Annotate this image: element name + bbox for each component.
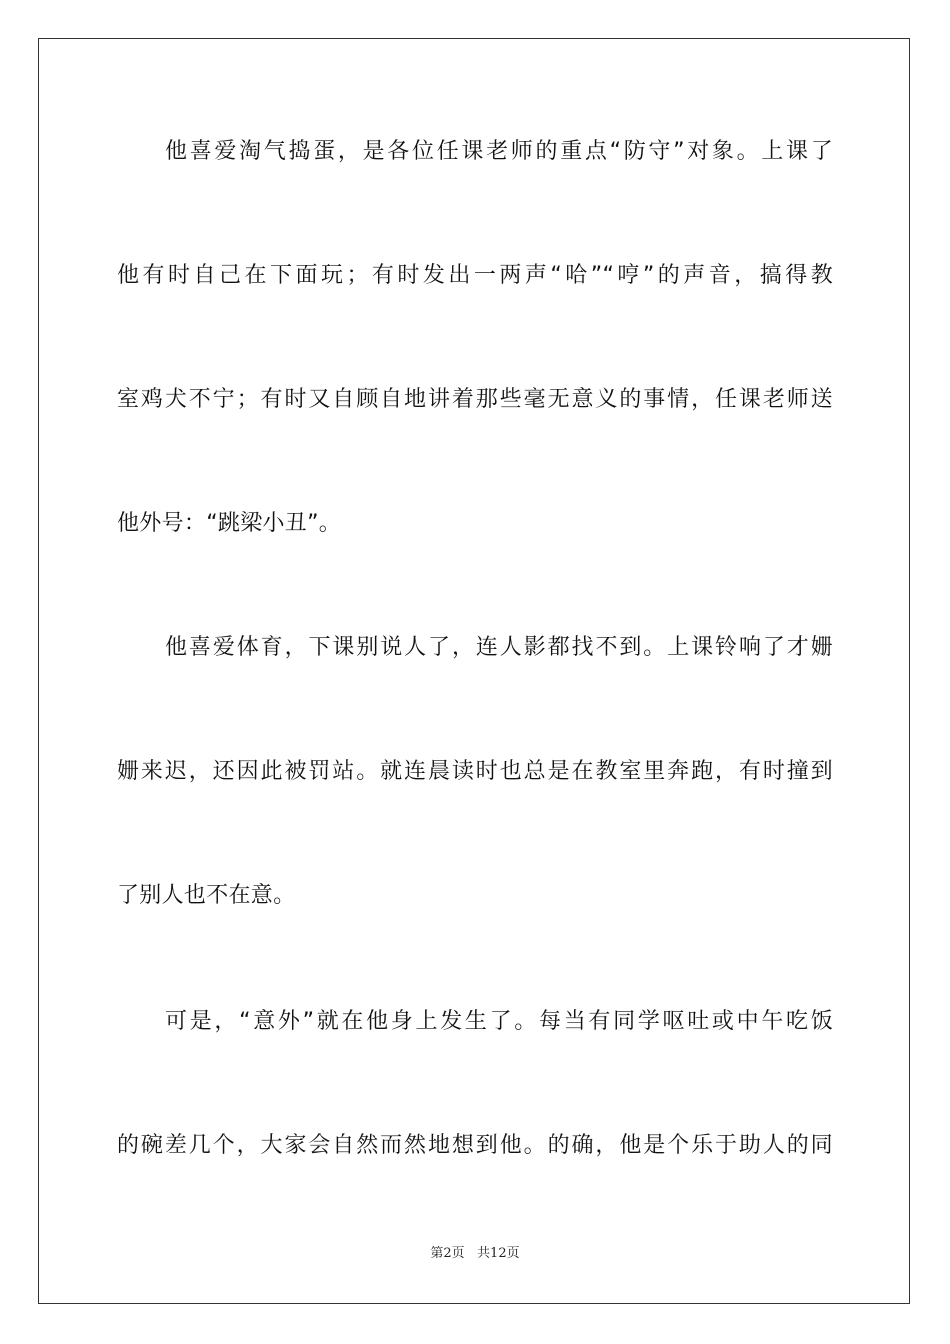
paragraph-1-line-3: 室鸡犬不宁；有时又自顾自地讲着那些毫无意义的事情，任课老师送 (117, 387, 833, 412)
page-footer: 第2页 共12页 (430, 1246, 520, 1261)
paragraph-1-line-1: 他喜爱淘气捣蛋，是各位任课老师的重点“防守”对象。上课了 (165, 139, 833, 164)
paragraph-2-line-1: 他喜爱体育，下课别说人了，连人影都找不到。上课铃响了才姗 (165, 635, 833, 660)
paragraph-1-line-4: 他外号：“跳梁小丑”。 (117, 511, 342, 536)
paragraph-3-line-1: 可是，“意外”就在他身上发生了。每当有同学呕吐或中午吃饭 (165, 1009, 833, 1034)
paragraph-2-line-3: 了别人也不在意。 (117, 883, 296, 908)
paragraph-3-line-2: 的碗差几个，大家会自然而然地想到他。的确，他是个乐于助人的同 (117, 1133, 833, 1158)
page-border (38, 38, 910, 1304)
paragraph-2-line-2: 姗来迟，还因此被罚站。就连晨读时也总是在教室里奔跑，有时撞到 (117, 759, 833, 784)
paragraph-1-line-2: 他有时自己在下面玩；有时发出一两声“哈”“哼”的声音，搞得教 (117, 263, 833, 288)
